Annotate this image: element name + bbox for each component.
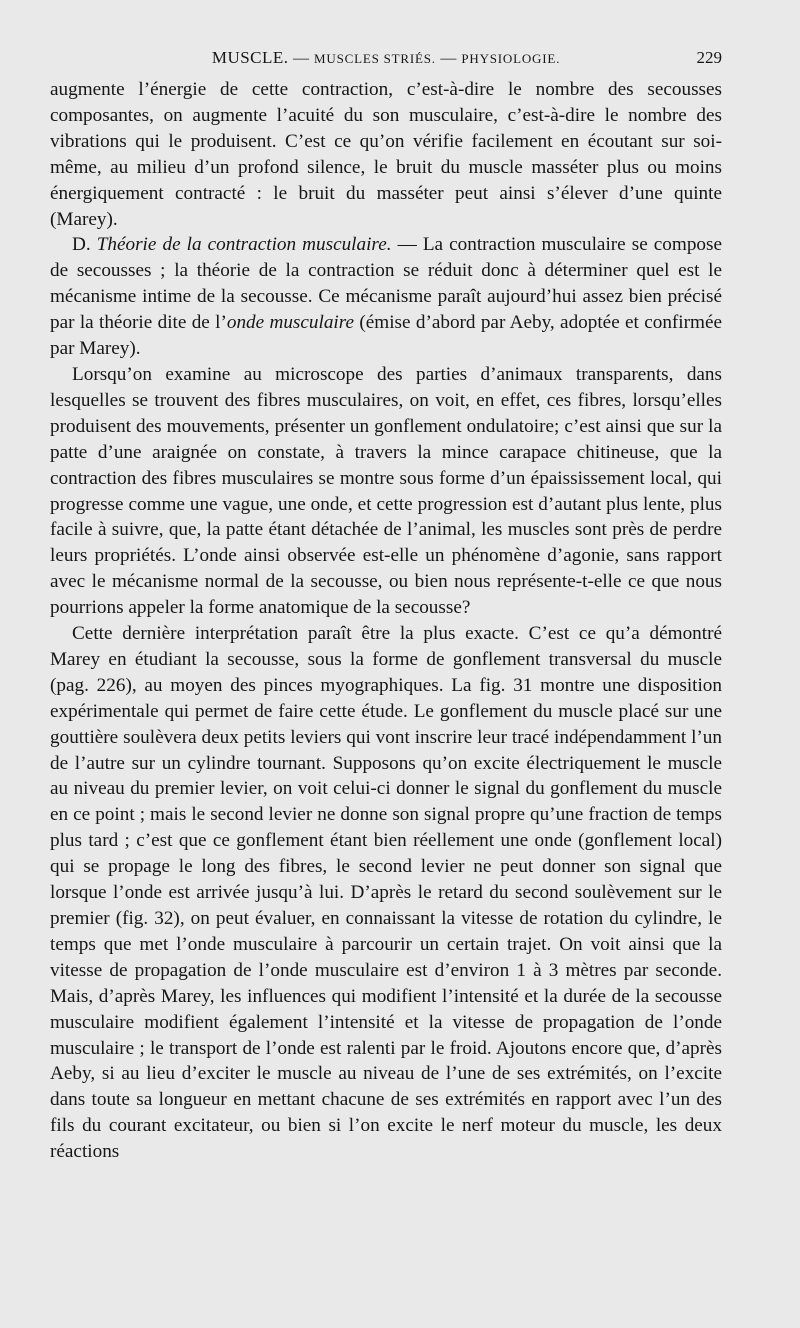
page-header	[50, 46, 722, 74]
running-title-main: MUSCLE.	[211, 48, 289, 67]
page-number: 229	[696, 48, 722, 67]
running-title-dash: —	[435, 50, 462, 67]
paragraph-1: augmente l’énergie de cette contraction, c’est-à-dire le nombre des secousses composantes, on augmente l’acuité du son musculaire, c’est-à-dire le nombre des vibrations qui le produisent. C’est ce qu’on vérifie facilement en écoutant sur soi-même, au milieu d’un profond silence, le bruit du muscle masséter plus ou moins énergiquement contracté : le bruit du masséter peut ainsi s’élever d’une quinte (Marey).	[50, 79, 722, 230]
running-title-dash: —	[288, 50, 315, 67]
running-title	[50, 48, 722, 68]
running-title-section: MUSCLES STRIÉS.	[314, 51, 436, 66]
paragraph-3: Lorsqu’on examine au microscope des parties d’animaux transparents, dans lesquelles se trouvent des fibres musculaires, on voit, en effet, ces fibres, lorsqu’elles produisent des mouvements, présenter un gonflement ondulatoire; c’est ainsi que sur la patte d’une araignée on constate, à travers la mince carapace chitineuse, que la contraction des fibres musculaires se montre sous forme d’un épaississement local, qui progresse comme une vague, une onde, et cette progression est d’autant plus lente, plus facile à suivre, que, la patte étant détachée de l’animal, les muscles sont près de perdre leurs propriétés. L’onde ainsi observée est-elle un phénomène d’agonie, sans rapport avec le mécanisme normal de la secousse, ou bien nous représente-t-elle ce que nous pourrions appeler la forme anatomique de la secousse?	[50, 363, 722, 619]
paragraph-2-text-end: (émise d’abord par Aeby, adoptée et confirmée par Marey).	[50, 312, 722, 360]
section-label: D.	[72, 234, 97, 256]
emphasis-onde-musculaire: onde musculaire	[226, 312, 355, 334]
paragraph-2	[50, 232, 722, 362]
body-text	[50, 77, 722, 1165]
paragraph-2-text: — La contraction musculaire se compose de secousses ; la théorie de la contraction se réduit donc à déterminer quel est le mécanisme intime de la secousse. Ce mécanisme paraît aujourd’hui assez bien précisé par la théorie dite de l’	[50, 234, 722, 334]
paragraph-4: Cette dernière interprétation paraît être la plus exacte. C’est ce qu’a démontré Marey en étudiant la secousse, sous la forme de gonflement transversal du muscle (pag. 226), au moyen des pinces myographiques. La fig. 31 montre une disposition expérimentale qui permet de faire cette étude. Le gonflement du muscle placé sur une gouttière soulèvera deux petits leviers qui vont inscrire leur tracé indépendamment l’un de l’autre sur un cylindre tournant. Supposons qu’on excite électriquement le muscle au niveau du premier levier, on voit celui-ci donner le signal du gonflement du muscle en ce point ; mais le second levier ne donne son signal propre qu’une fraction de temps plus tard ; c’est que ce gonflement étant bien réellement une onde (gonflement local) qui se propage le long des fibres, le second levier ne peut donner son signal que lorsque l’onde est arrivée jusqu’à lui. D’après le retard du second soulèvement sur le premier (fig. 32), on peut évaluer, en connaissant la vitesse de rotation du cylindre, le temps que met l’onde musculaire à parcourir un certain trajet. On voit ainsi que la vitesse de propagation de l’onde musculaire est d’environ 1 à 3 mètres par seconde. Mais, d’après Marey, les influences qui modifient l’intensité et la durée de la secousse musculaire modifient également l’intensité et la vitesse de propagation de l’onde musculaire ; le transport de l’onde est ralenti par le froid. Ajoutons encore que, d’après Aeby, si au lieu d’exciter le muscle au niveau de l’une de ses extrémités, on l’excite dans toute sa longueur en mettant chacune de ses extrémités en rapport avec l’un des fils du courant excitateur, ou bien si l’on excite le nerf moteur du muscle, les deux réactions	[50, 623, 722, 1163]
running-title-subsection: PHYSIOLOGIE.	[461, 51, 561, 66]
section-title: Théorie de la contraction musculaire.	[96, 234, 392, 256]
